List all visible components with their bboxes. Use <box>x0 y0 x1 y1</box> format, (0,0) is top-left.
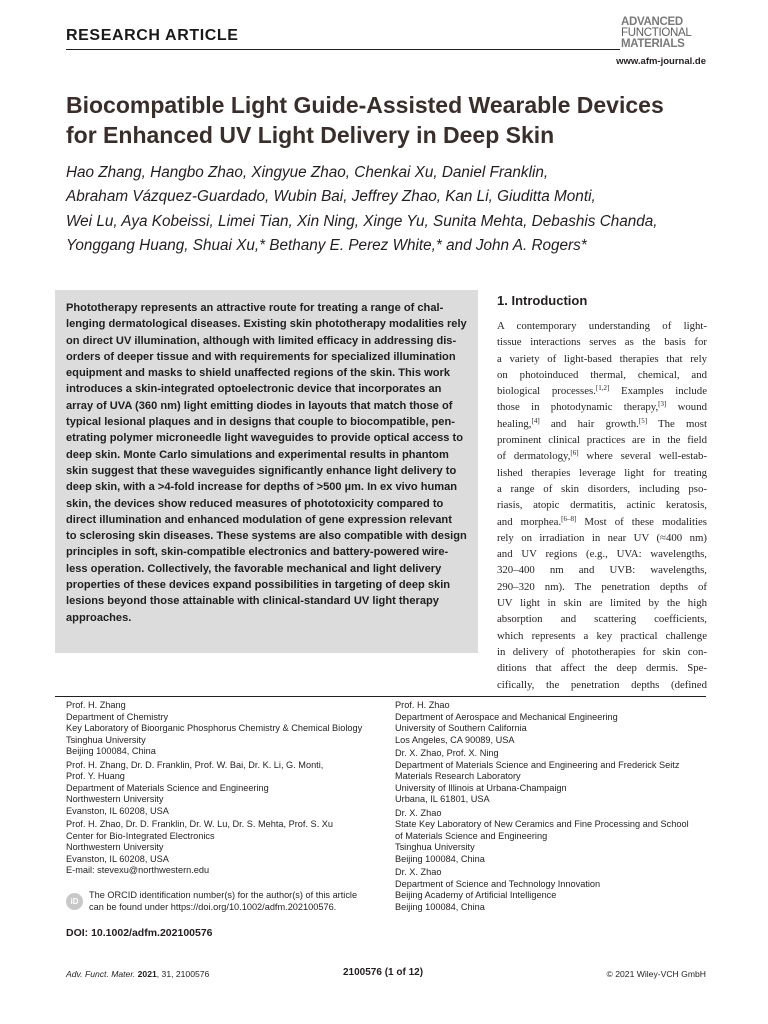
abstract-line: introduces a skin-integrated optoelectronic device that incorporates an <box>66 383 442 396</box>
affiliation-line: Key Laboratory of Bioorganic Phosphorus Chemistry & Chemical Biology <box>66 723 363 733</box>
abstract-text <box>66 300 471 626</box>
intro-text-segment: healing, <box>497 417 532 430</box>
abstract-line: on direct UV illumination, although with limited efficacy in addressing dis- <box>66 334 457 347</box>
section-heading-introduction: 1. Introduction <box>497 293 588 308</box>
affiliation-line: State Key Laboratory of New Ceramics and Fine Processing and School <box>395 819 689 829</box>
affiliation-line: University of Illinois at Urbana-Champaign <box>395 782 567 793</box>
affiliation-line: Department of Materials Science and Engineering <box>66 782 269 793</box>
intro-text-segment: and morphea. <box>497 515 562 528</box>
page-number: 2100576 (1 of 12) <box>343 967 424 978</box>
footer-volume: , 31, 2100576 <box>156 969 210 979</box>
affiliation-line: Beijing Academy of Artificial Intelligence <box>395 890 557 900</box>
intro-text-segment: cifically, the penetration depths (defined <box>497 678 707 691</box>
affiliation-block <box>395 808 715 866</box>
affiliation-line: Department of Science and Technology Innovation <box>395 878 601 889</box>
affiliation-line: of Materials Science and Engineering <box>395 830 548 841</box>
abstract-line: skin, the devices show reduced measures of phototoxicity compared to <box>66 497 444 510</box>
intro-line <box>497 448 707 464</box>
intro-text-segment: and hair growth. <box>539 417 639 430</box>
intro-text-segment: prominent clinical practices are in the field <box>497 434 707 447</box>
affiliation-block <box>66 819 386 877</box>
abstract-line: equipment and masks to shield unaffected regions of the skin. This work <box>66 367 451 380</box>
title-line: for Enhanced UV Light Delivery in Deep Skin <box>66 122 555 148</box>
journal-logo-line: FUNCTIONAL <box>621 27 692 39</box>
intro-line <box>497 351 707 367</box>
citation-ref: [5] <box>638 416 648 425</box>
author-line: Abraham Vázquez-Guardado, Wubin Bai, Jeffrey Zhao, Kan Li, Giuditta Monti, <box>66 188 596 206</box>
abstract-line: etrating polymer microneedle light waveguides to provide optical access to <box>66 432 464 445</box>
intro-line <box>497 611 707 627</box>
affiliation-line: Dr. X. Zhao, Prof. X. Ning <box>395 748 499 758</box>
abstract-line: deep skin, with a >4-fold increase for depths of >500 µm. In ex vivo human <box>66 481 458 494</box>
affiliation-line: Prof. H. Zhao, Dr. D. Franklin, Dr. W. Lu, Dr. S. Mehta, Prof. S. Xu <box>66 819 334 829</box>
citation-ref: [6] <box>570 449 579 458</box>
intro-line <box>497 660 707 676</box>
footer-journal-abbrev: Adv. Funct. Mater. <box>66 969 136 979</box>
intro-text-segment: where several well-estab- <box>578 450 707 463</box>
affiliation-line: Department of Chemistry <box>66 711 169 722</box>
intro-line <box>497 318 707 334</box>
orcid-note <box>89 890 389 913</box>
abstract-line: principles in soft, skin-compatible electronics and battery-powered wire- <box>66 546 449 559</box>
intro-line <box>497 579 707 595</box>
intro-line <box>497 416 707 432</box>
abstract-line: array of UVA (360 nm) light emitting diodes in layouts that match those of <box>66 399 453 412</box>
intro-line <box>497 383 707 399</box>
affiliation-line: Prof. Y. Huang <box>66 771 125 781</box>
affiliation-block <box>66 760 386 818</box>
orcid-note-line[interactable]: can be found under https://doi.org/10.1002/adfm.202100576. <box>89 901 337 912</box>
intro-line <box>497 546 707 562</box>
intro-text-segment: biological processes. <box>497 385 596 398</box>
affiliation-line: Dr. X. Zhao <box>395 867 442 877</box>
doi-link[interactable]: DOI: 10.1002/adfm.202100576 <box>66 927 213 939</box>
intro-line <box>497 465 707 481</box>
affiliation-line: Los Angeles, CA 90089, USA <box>395 734 515 745</box>
abstract-line: skin suggest that these waveguides significantly enhance light delivery to <box>66 464 457 477</box>
intro-text-segment: lished therapies leverage light for treating <box>497 466 707 479</box>
affiliation-line: Evanston, IL 60208, USA <box>66 805 169 816</box>
affiliation-line: E-mail: stevexu@northwestern.edu <box>66 865 210 875</box>
orcid-note-line: The ORCID identification number(s) for the author(s) of this article <box>89 890 358 900</box>
affiliation-line: Prof. H. Zhao <box>395 700 450 710</box>
intro-text-segment: those in photodynamic therapy, <box>497 401 659 414</box>
citation-ref: [6–8] <box>561 514 577 523</box>
affiliations-right <box>395 700 715 915</box>
abstract-line: Phototherapy represents an attractive route for treating a range of chal- <box>66 302 444 314</box>
abstract-line: orders of deeper tissue and with requirements for specialized illumination <box>66 350 456 363</box>
intro-text-segment: Most of these modalities <box>576 515 708 528</box>
abstract-line: approaches. <box>66 611 132 624</box>
intro-line <box>497 399 707 415</box>
intro-text-segment: wound <box>666 401 707 414</box>
section-label: RESEARCH ARTICLE <box>66 27 239 44</box>
intro-text-segment: which represents a key practical challenge <box>497 629 707 642</box>
intro-text-segment: on photoinduced thermal, chemical, and <box>497 368 707 381</box>
title-line: Biocompatible Light Guide-Assisted Wearable Devices <box>66 92 664 118</box>
journal-url[interactable]: www.afm-journal.de <box>616 56 706 67</box>
abstract-line: lesions beyond those attainable with clinical-standard UV light therapy <box>66 595 439 608</box>
affiliation-line: Department of Materials Science and Engineering and Frederick Seitz <box>395 759 680 770</box>
intro-line <box>497 481 707 497</box>
footer-year: 2021 <box>137 969 157 979</box>
intro-line <box>497 562 707 578</box>
affiliation-block <box>395 748 715 806</box>
affiliation-line: Tsinghua University <box>395 842 475 852</box>
affiliation-line: Beijing 100084, China <box>395 853 485 864</box>
intro-line <box>497 628 707 644</box>
header-rule <box>66 49 620 50</box>
intro-text-segment: The most <box>647 417 707 430</box>
affiliation-line: Urbana, IL 61801, USA <box>395 794 490 804</box>
affiliation-line: Beijing 100084, China <box>395 901 485 912</box>
footer-citation <box>66 969 209 979</box>
copyright: © 2021 Wiley-VCH GmbH <box>606 969 706 979</box>
journal-logo <box>621 17 711 50</box>
affiliation-line: Northwestern University <box>66 842 164 852</box>
intro-line <box>497 432 707 448</box>
affiliation-line: Department of Aerospace and Mechanical Engineering <box>395 711 618 722</box>
intro-line <box>497 644 707 660</box>
intro-text-segment: a range of skin disorders, including pso- <box>497 482 707 495</box>
intro-text-segment: 290–320 nm). The penetration depths of <box>497 580 707 593</box>
intro-text-segment: Examples include <box>609 385 707 398</box>
affiliation-line: Beijing 100084, China <box>66 746 156 756</box>
intro-text-segment: A contemporary understanding of light- <box>497 320 707 332</box>
abstract-line: to sclerosing skin diseases. These systems are also compatible with design <box>66 530 467 543</box>
abstract-line: properties of these devices expand possibilities in targeting of deep skin <box>66 579 451 592</box>
paper-title <box>66 90 706 150</box>
author-list <box>66 161 716 258</box>
author-line: Wei Lu, Aya Kobeissi, Limei Tian, Xin Ning, Xinge Yu, Sunita Mehta, Debashis Chanda, <box>66 212 658 230</box>
affiliation-line: Materials Research Laboratory <box>395 771 521 781</box>
abstract-line: deep skin. Monte Carlo simulations and experimental results in phantom <box>66 448 449 461</box>
intro-text-segment: 320–400 nm and UVB: wavelengths, <box>497 564 707 577</box>
intro-line <box>497 514 707 530</box>
intro-text-segment: riasis, atopic dermatitis, actinic keratosis, <box>497 499 707 512</box>
citation-ref: [3] <box>658 400 667 409</box>
author-line: Yonggang Huang, Shuai Xu,* Bethany E. Perez White,* and John A. Rogers* <box>66 236 587 254</box>
orcid-icon: iD <box>66 893 83 910</box>
affiliation-line: Center for Bio-Integrated Electronics <box>66 830 215 841</box>
affiliation-line: Prof. H. Zhang, Dr. D. Franklin, Prof. W. Bai, Dr. K. Li, G. Monti, <box>66 759 324 770</box>
journal-logo-line: MATERIALS <box>621 38 685 50</box>
affiliation-line: Evanston, IL 60208, USA <box>66 853 169 864</box>
intro-text-segment: ditions that affect the deep dermis. Spe- <box>497 662 707 675</box>
intro-line <box>497 334 707 350</box>
intro-text-segment: absorption and scattering coefficients, <box>497 613 707 626</box>
abstract-line: less operation. Collectively, the favorable mechanical and light delivery <box>66 562 442 575</box>
abstract-line: lenging dermatological diseases. Existing skin phototherapy modalities rely <box>66 318 467 331</box>
intro-line <box>497 497 707 513</box>
intro-text-segment: of dermatology, <box>497 450 571 463</box>
intro-text-segment: in delivery of phototherapies for skin con- <box>497 645 707 658</box>
introduction-text <box>497 318 707 693</box>
intro-text-segment: a variety of light-based therapies that rely <box>497 352 707 365</box>
citation-ref: [4] <box>531 416 540 425</box>
journal-logo-line: ADVANCED <box>621 16 683 28</box>
intro-line <box>497 595 707 611</box>
affiliations-left <box>66 700 386 879</box>
author-line: Hao Zhang, Hangbo Zhao, Xingyue Zhao, Chenkai Xu, Daniel Franklin, <box>66 164 549 181</box>
intro-text-segment: UV light in skin are limited by the high <box>497 597 707 610</box>
intro-line <box>497 677 707 693</box>
citation-ref: [1,2] <box>595 384 610 393</box>
affiliation-line: Dr. X. Zhao <box>395 807 442 818</box>
affiliation-line: Tsinghua University <box>66 734 146 745</box>
affiliation-line: Prof. H. Zhang <box>66 700 126 710</box>
abstract-line: typical lesional plaques and in designs that couple to biocompatible, pen- <box>66 416 455 429</box>
intro-text-segment: and UV regions (e.g., UVA: wavelengths, <box>497 548 707 561</box>
affiliation-block <box>395 700 715 746</box>
intro-line <box>497 530 707 546</box>
abstract-line: direct illumination and enhanced modulation of gene expression relevant <box>66 513 452 526</box>
affiliation-line: University of Southern California <box>395 723 527 733</box>
intro-line <box>497 367 707 383</box>
affiliation-line: Northwestern University <box>66 794 164 804</box>
intro-text-segment: rely on irradiation in near UV (≈400 nm) <box>497 531 707 544</box>
affiliation-block <box>395 867 715 913</box>
intro-text-segment: tissue interactions serves as the basis for <box>497 336 707 349</box>
affiliation-rule <box>55 696 706 697</box>
affiliation-block <box>66 700 386 758</box>
